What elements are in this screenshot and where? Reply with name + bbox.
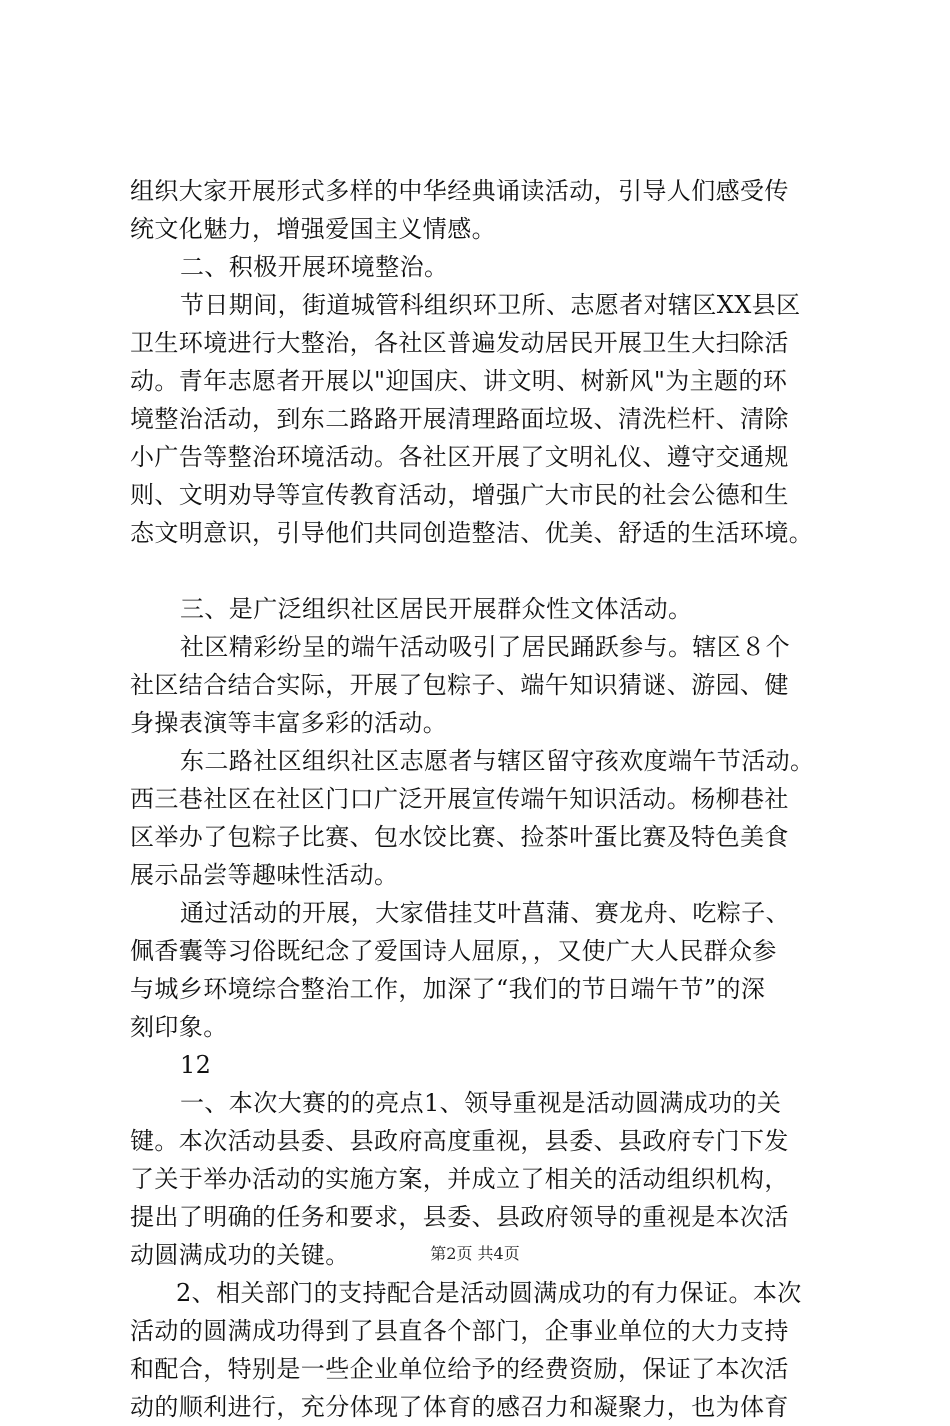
text-line: 动圆满成功的关键。 <box>130 1241 350 1269</box>
text-line: 提出了明确的任务和要求，县委、县政府领导的重视是本次活 <box>130 1203 789 1231</box>
text-line: 和配合，特别是一些企业单位给予的经费资励，保证了本次活 <box>130 1355 789 1383</box>
text-line: 展示品尝等趣味性活动。 <box>130 861 399 889</box>
text-line: 境整治活动，到东二路路开展清理路面垃圾、清洗栏杆、清除 <box>130 405 789 433</box>
text-line: 社区精彩纷呈的端午活动吸引了居民踊跃参与。辖区８个 <box>180 633 790 661</box>
text-line: 区举办了包粽子比赛、包水饺比赛、捡茶叶蛋比赛及特色美食 <box>130 823 789 851</box>
text-line: 12 <box>180 1051 212 1079</box>
blank-line <box>130 552 850 590</box>
text-line: 身操表演等丰富多彩的活动。 <box>130 709 448 737</box>
text-line: 刻印象。 <box>130 1013 228 1041</box>
text-line: 动。青年志愿者开展以"迎国庆、讲文明、树新风"为主题的环 <box>130 367 788 395</box>
text-line: 卫生环境进行大整治，各社区普遍发动居民开展卫生大扫除活 <box>130 329 789 357</box>
text-line: 键。本次活动县委、县政府高度重视，县委、县政府专门下发 <box>130 1127 789 1155</box>
text-line: 了关于举办活动的实施方案，并成立了相关的活动组织机构， <box>130 1165 789 1193</box>
text-line: 社区结合结合实际，开展了包粽子、端午知识猜谜、游园、健 <box>130 671 789 699</box>
text-line: 动的顺利进行，充分体现了体育的感召力和凝聚力，也为体育 <box>130 1393 789 1421</box>
text-line: 东二路社区组织社区志愿者与辖区留守孩欢度端午节活动。 <box>180 747 815 775</box>
document-body <box>130 172 850 1426</box>
page-footer: 第2页 共4页 <box>430 1244 520 1263</box>
text-line: 节日期间，街道城管科组织环卫所、志愿者对辖区XX县区 <box>180 291 801 319</box>
text-line: 活动的圆满成功得到了县直各个部门，企事业单位的大力支持 <box>130 1317 789 1345</box>
text-line: 态文明意识，引导他们共同创造整洁、优美、舒适的生活环境。 <box>130 519 814 547</box>
text-line: 组织大家开展形式多样的中华经典诵读活动，引导人们感受传 <box>130 177 789 205</box>
text-line: 统文化魅力，增强爱国主义情感。 <box>130 215 496 243</box>
text-line: 三、是广泛组织社区居民开展群众性文体活动。 <box>180 595 693 623</box>
text-line: 2、相关部门的支持配合是活动圆满成功的有力保证。本次 <box>176 1279 802 1307</box>
text-line: 通过活动的开展，大家借挂艾叶菖蒲、赛龙舟、吃粽子、 <box>180 899 790 927</box>
text-line: 佩香囊等习俗既纪念了爱国诗人屈原，，又使广大人民群众参 <box>130 937 777 965</box>
text-line: 与城乡环境综合整治工作，加深了“我们的节日端午节”的深 <box>130 975 766 1003</box>
text-line: 则、文明劝导等宣传教育活动，增强广大市民的社会公德和生 <box>130 481 789 509</box>
text-line: 小广告等整治环境活动。各社区开展了文明礼仪、遵守交通规 <box>130 443 789 471</box>
text-line: 西三巷社区在社区门口广泛开展宣传端午知识活动。杨柳巷社 <box>130 785 789 813</box>
text-line: 二、积极开展环境整治。 <box>180 253 449 281</box>
text-line: 一、本次大赛的的亮点1、领导重视是活动圆满成功的关 <box>180 1089 782 1117</box>
